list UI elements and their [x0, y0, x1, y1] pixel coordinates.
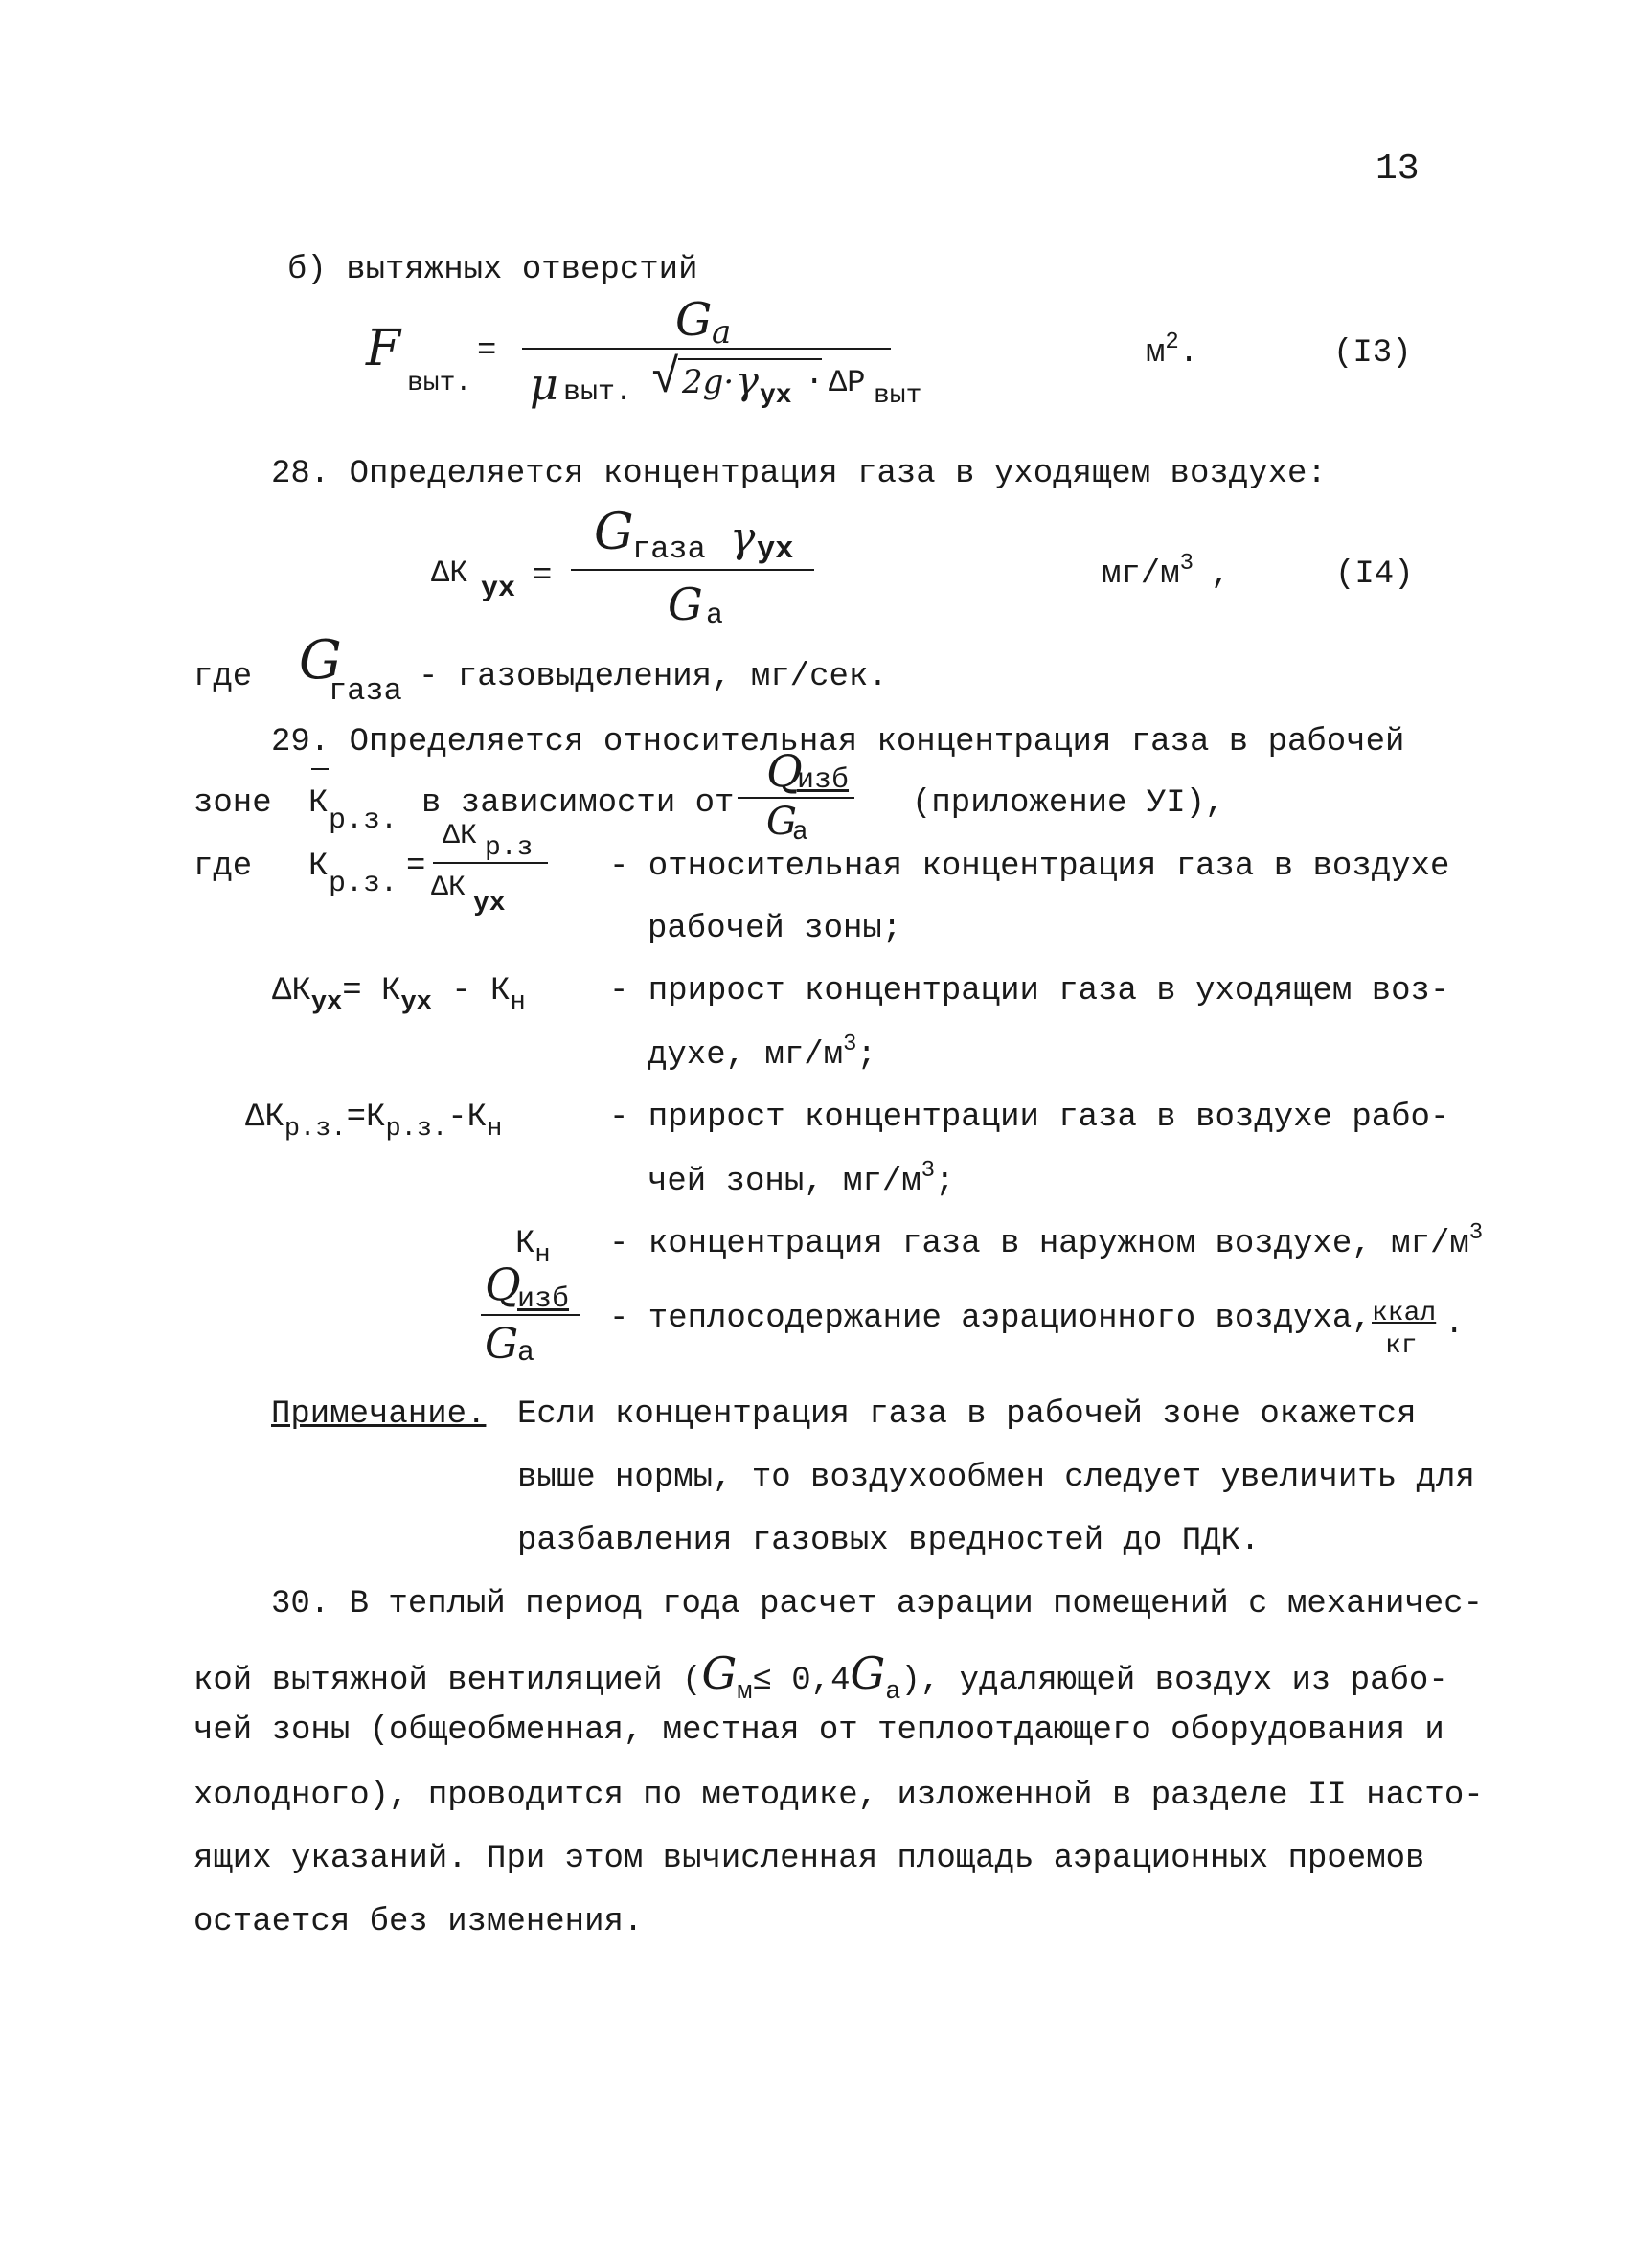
item-30-le: ≤ 0,4 [752, 1663, 851, 1699]
item-29-line1: 29. Определяется относительная концентрация газа в рабочей [271, 724, 1405, 760]
def-krz-num-sub: р.з [485, 833, 534, 863]
eq13-unit-base: м [1146, 335, 1166, 372]
def-kn-lhs-base: К [515, 1226, 535, 1262]
eq13-unit-sup: 2 [1165, 329, 1179, 355]
def-dkux-text2-base: духе, мг/м [648, 1037, 844, 1074]
def-dkux-text2-end: ; [856, 1037, 876, 1074]
def-qg-num: Q [485, 1259, 521, 1310]
item-30-line1: 30. В теплый период года расчет аэрации помещений с механичес- [271, 1586, 1484, 1622]
gde-gas-text: - газовыделения, мг/сек. [419, 659, 888, 695]
note-line1: Если концентрация газа в рабочей зоне окажется [517, 1396, 1417, 1433]
item-30-line2-a: кой вытяжной вентиляцией ( [193, 1663, 702, 1699]
item-30-line4: холодного), проводится по методике, изложенной в разделе II насто- [193, 1778, 1484, 1814]
def-dkrz-text2-end: ; [935, 1164, 955, 1200]
note-line2: выше нормы, то воздухообмен следует увеличить для [517, 1460, 1475, 1496]
eq13-den-gamma-sub: ух [760, 381, 792, 411]
note-label: Примечание. [271, 1396, 487, 1433]
note-line3: разбавления газовых вредностей до ПДК. [517, 1523, 1261, 1559]
item-30-gm: G [701, 1647, 738, 1699]
item-29-q: Q [766, 745, 803, 797]
def-krz-lhs: К [308, 849, 329, 885]
def-dkrz-minus: -К [447, 1100, 488, 1136]
def-dkux-eq: = К [342, 973, 401, 1009]
def-dkux-lhs-base: ΔК [272, 973, 311, 1009]
item-30-line2 [193, 1647, 1448, 1707]
def-krz-lhs-sub: р.з. [329, 868, 398, 900]
item-29-kbar: К [308, 785, 329, 822]
def-dkrz-text1: - прирост концентрации газа в воздухе рабо- [609, 1100, 1450, 1136]
eq14-unit-base: мг/м [1102, 556, 1180, 593]
item-29-ga-sub: a [792, 818, 808, 848]
item-29-dependence: в зависимости от [421, 785, 735, 822]
def-krz-fraction-bar [433, 862, 548, 864]
item-29-kbar-overline [311, 768, 329, 770]
page-number: 13 [1376, 148, 1420, 190]
item-30-line3: чей зоны (общеобменная, местная от теплоотдающего оборудования и [193, 1712, 1444, 1749]
eq14-unit-sup: 3 [1179, 551, 1194, 577]
item-28-text: 28. Определяется концентрация газа в уходящем воздухе: [271, 456, 1327, 492]
def-qg-den-sub: a [517, 1337, 535, 1370]
def-qg-fraction-bar [481, 1314, 580, 1316]
gde-gas-prefix: где [193, 659, 253, 695]
def-dkux-end-sub: н [510, 988, 526, 1017]
item-29-appendix: (приложение УI), [912, 785, 1225, 822]
item-29-ga: G [766, 800, 797, 844]
def-gde: где [193, 849, 253, 885]
eq13-den-dp-sub: выт [874, 381, 922, 411]
def-dkrz-lhs [245, 1100, 503, 1144]
eq13-den-sqrt: √ [651, 352, 681, 407]
eq14-den-G: G [668, 578, 703, 630]
eq14-num-sub: газа [632, 532, 706, 567]
def-dkux-text2-sup: 3 [843, 1032, 857, 1057]
eq14-lhs-sub: ух [481, 573, 516, 605]
def-dkux-minus: - К [431, 973, 511, 1009]
eq13-number: (I3) [1333, 335, 1412, 372]
def-qg-num-sub: изб [517, 1283, 570, 1316]
def-kn-lhs-sub: н [534, 1241, 551, 1270]
item-30-line2-b: ), удаляющей воздух из рабо- [900, 1663, 1448, 1699]
item-29-q-fraction-bar [738, 797, 854, 799]
def-krz-num: ΔК [443, 820, 478, 852]
item-29-q-sub: изб [797, 764, 850, 797]
def-kn-text-base: - концентрация газа в наружном воздухе, мг/м [609, 1226, 1469, 1262]
eq13-den-gamma: γ [736, 359, 759, 403]
def-krz-eq: = [406, 849, 426, 885]
eq14-lhs: ΔК [431, 556, 468, 591]
eq13-lhs-sub: выт. [407, 369, 472, 398]
eq13-den-dp: ΔP [829, 365, 866, 400]
eq14-number: (I4) [1335, 556, 1414, 593]
def-dkux-lhs-sub: ух [310, 988, 343, 1017]
def-dkrz-text2-sup: 3 [921, 1158, 936, 1184]
item-30-gm-sub: м [737, 1678, 753, 1707]
def-qg-unit-num: ккал [1372, 1299, 1437, 1328]
eq14-num-gamma-sub: ух [757, 532, 794, 567]
def-qg-den: G [485, 1320, 519, 1369]
item-30-ga-sub: a [885, 1678, 901, 1707]
eq14-equals: = [533, 558, 553, 595]
def-kn-text [609, 1220, 1484, 1262]
def-krz-text1: - относительная концентрация газа в воздухе [609, 849, 1450, 885]
item-30-ga: G [850, 1647, 886, 1699]
eq13-lhs-F: F [366, 320, 401, 377]
def-qg-text: - теплосодержание аэрационного воздуха, [609, 1301, 1372, 1337]
eq13-den-rad: 2g· [682, 363, 735, 401]
def-dkrz-lhs-base: ΔК [245, 1100, 284, 1136]
def-dkrz-text2 [648, 1158, 955, 1200]
eq13-num-sub: a [712, 313, 732, 352]
item-30-line5: ящих указаний. При этом вычисленная площадь аэрационных проемов [193, 1841, 1425, 1877]
def-kn-lhs [515, 1226, 551, 1270]
def-dkrz-text2-base: чей зоны, мг/м [648, 1164, 921, 1200]
item-b-label: б) вытяжных отверстий [287, 252, 698, 288]
gde-gas-G-sub: газа [329, 673, 402, 709]
def-dkux-text1: - прирост концентрации газа в уходящем воз- [609, 973, 1450, 1009]
def-kn-sup: 3 [1468, 1220, 1484, 1246]
def-dkrz-lhs-sub: р.з. [284, 1115, 347, 1144]
eq13-fraction-bar [522, 348, 891, 350]
def-krz-den: ΔК [431, 872, 466, 904]
def-dkrz-mid-sub: р.з. [385, 1115, 448, 1144]
eq13-den-sep: · [805, 364, 825, 400]
eq13-den-mu-sub: выт. [563, 376, 633, 409]
eq14-den-sub: a [706, 600, 724, 632]
eq14-fraction-bar [571, 569, 814, 571]
eq14-num-gamma: γ [730, 513, 756, 562]
eq14-num-G: G [594, 504, 634, 561]
def-qg-unit-dot: . [1444, 1306, 1465, 1343]
def-krz-den-sub: ух [473, 889, 506, 919]
def-dkux-text2 [648, 1032, 876, 1074]
eq14-unit-tail: , [1211, 556, 1231, 593]
eq13-unit-dot: . [1178, 335, 1199, 372]
def-qg-unit-den: кг [1385, 1331, 1418, 1361]
eq13-num-G: G [675, 293, 713, 347]
def-krz-text2: рабочей зоны; [648, 911, 902, 947]
def-dkux-mid-sub: ух [400, 988, 432, 1017]
item-30-line6: остается без изменения. [193, 1904, 644, 1940]
def-dkux-lhs [272, 973, 526, 1017]
def-dkrz-eq: =К [346, 1100, 386, 1136]
def-dkrz-end-sub: н [487, 1115, 503, 1144]
item-29-zone-word: зоне [193, 785, 272, 822]
eq13-den-mu: μ [530, 358, 558, 410]
gde-gas-G: G [299, 629, 342, 692]
eq14-unit [1102, 551, 1231, 593]
item-29-kbar-sub: р.з. [329, 805, 398, 837]
eq13-equals: = [477, 333, 497, 370]
eq13-unit [1146, 329, 1199, 372]
